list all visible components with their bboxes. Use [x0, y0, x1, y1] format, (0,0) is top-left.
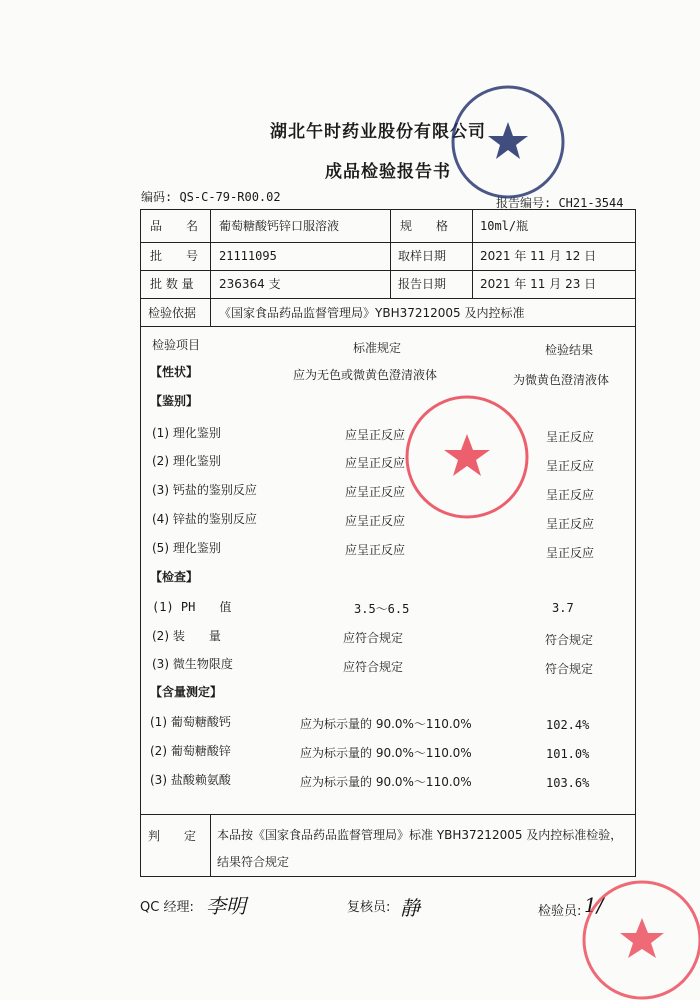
col-divider — [210, 209, 211, 326]
document-code: 编码: QS-C-79-R00.02 — [141, 190, 281, 204]
section-identification: 【鉴别】 — [150, 394, 199, 408]
row-standard: 应为标示量的 90.0%～110.0% — [300, 746, 472, 760]
row-item: (1) 理化鉴别 — [152, 426, 221, 440]
standard-header: 标准规定 — [353, 341, 402, 355]
row-result: 103.6% — [546, 776, 590, 790]
row-result: 符合规定 — [545, 633, 594, 647]
result-header: 检验结果 — [545, 343, 594, 357]
row-item: (3) 钙盐的鉴别反应 — [152, 483, 257, 497]
conclusion-label: 判 定 — [148, 829, 197, 843]
row-divider — [140, 814, 636, 815]
row-divider — [140, 326, 636, 327]
trade-company-stamp — [402, 392, 532, 522]
col-divider — [390, 209, 391, 298]
company-inspection-stamp — [448, 82, 568, 202]
row-standard: 应为标示量的 90.0%～110.0% — [300, 717, 472, 731]
row-standard: 应呈正反应 — [345, 428, 406, 442]
item-header: 检验项目 — [152, 338, 201, 352]
report-number: 报告编号: CH21-3544 — [496, 196, 624, 210]
batch-value: 21111095 — [219, 249, 277, 263]
row-result: 101.0% — [546, 747, 590, 761]
row-result: 呈正反应 — [546, 517, 595, 531]
row-item: (1) 葡萄糖酸钙 — [150, 715, 231, 729]
sample-date-label: 取样日期 — [398, 249, 447, 263]
row-divider — [140, 270, 636, 271]
sample-date-value: 2021 年 11 月 12 日 — [480, 249, 597, 263]
col-divider — [210, 814, 211, 877]
row-item: (2) 葡萄糖酸锌 — [150, 744, 231, 758]
report-date-value: 2021 年 11 月 23 日 — [480, 277, 597, 291]
row-result: 呈正反应 — [546, 488, 595, 502]
qc-manager-signature: 李明 — [206, 894, 246, 918]
row-item: (3) 微生物限度 — [152, 657, 233, 671]
section-check: 【检查】 — [150, 570, 199, 584]
inspector-label: 检验员: — [538, 904, 582, 919]
basis-label: 检验依据 — [148, 306, 197, 320]
row-item: (1) PH 值 — [152, 600, 232, 614]
row-result: 为微黄色澄清液体 — [513, 373, 610, 387]
report-date-label: 报告日期 — [398, 277, 447, 291]
row-standard: 应为无色或微黄色澄清液体 — [293, 368, 438, 382]
conclusion-text: 本品按《国家食品药品监督管理局》标准 YBH37212005 及内控标准检验，结果符合规定 — [217, 828, 623, 869]
row-standard: 3.5～6.5 — [354, 602, 410, 616]
section-appearance: 【性状】 — [150, 365, 199, 379]
row-item: (2) 理化鉴别 — [152, 454, 221, 468]
row-result: 呈正反应 — [546, 546, 595, 560]
product-label: 品 名 — [150, 219, 199, 233]
row-standard: 应呈正反应 — [345, 456, 406, 470]
document-title: 成品检验报告书 — [325, 162, 451, 182]
row-item: (5) 理化鉴别 — [152, 541, 221, 555]
qc-manager-label: QC 经理: — [140, 900, 194, 915]
corner-quality-stamp — [580, 870, 700, 1000]
company-name: 湖北午时药业股份有限公司 — [270, 122, 486, 142]
row-result: 呈正反应 — [546, 459, 595, 473]
row-standard: 应符合规定 — [343, 660, 404, 674]
col-divider — [472, 209, 473, 298]
row-item: (3) 盐酸赖氨酸 — [150, 773, 231, 787]
product-value: 葡萄糖酸钙锌口服溶液 — [219, 219, 340, 233]
batch-label: 批 号 — [150, 249, 199, 263]
row-item: (2) 装 量 — [152, 629, 221, 643]
row-result: 符合规定 — [545, 662, 594, 676]
spec-value: 10ml/瓶 — [480, 219, 529, 233]
row-result: 3.7 — [552, 601, 574, 615]
reviewer-signature: 静 — [400, 896, 420, 920]
row-standard: 应为标示量的 90.0%～110.0% — [300, 775, 472, 789]
row-standard: 应符合规定 — [343, 631, 404, 645]
spec-label: 规 格 — [400, 219, 449, 233]
reviewer-label: 复核员: — [347, 900, 391, 915]
row-standard: 应呈正反应 — [345, 485, 406, 499]
row-result: 呈正反应 — [546, 430, 595, 444]
basis-value: 《国家食品药品监督管理局》YBH37212005 及内控标准 — [219, 306, 525, 320]
inspector-signature: 1/ — [584, 893, 604, 917]
row-result: 102.4% — [546, 718, 590, 732]
row-divider — [140, 298, 636, 299]
row-divider — [140, 242, 636, 243]
section-assay: 【含量测定】 — [150, 685, 223, 699]
quantity-value: 236364 支 — [219, 277, 281, 291]
row-standard: 应呈正反应 — [345, 514, 406, 528]
quantity-label: 批 数 量 — [150, 277, 194, 291]
row-item: (4) 锌盐的鉴别反应 — [152, 512, 257, 526]
row-standard: 应呈正反应 — [345, 543, 406, 557]
